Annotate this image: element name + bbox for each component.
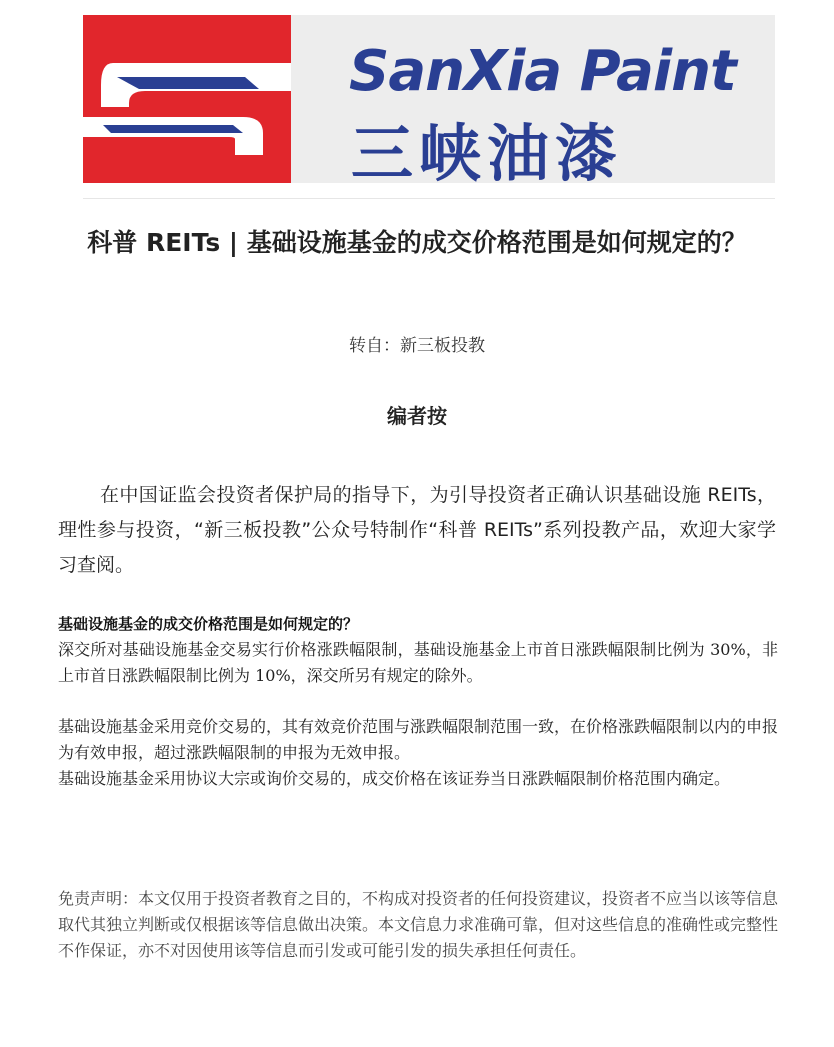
- intro-paragraph: 在中国证监会投资者保护局的指导下，为引导投资者正确认识基础设施 REITs，理性参与投资，“新三板投教”公众号特制作“科普 REITs”系列投教产品，欢迎大家学习查阅。: [58, 484, 776, 576]
- article-title: 科普 REITs | 基础设施基金的成交价格范围是如何规定的？: [87, 228, 747, 257]
- disclaimer-text: 免责声明：本文仅用于投资者教育之目的，不构成对投资者的任何投资建议，投资者不应当以该等信息取代其独立判断或仅根据该等信息做出决策。本文信息力求准确可靠，但对这些信息的准确性或完整性不作保证，亦不对因使用该等信息而引发或可能引发的损失承担任何责任。: [58, 889, 779, 960]
- article-source: 转自：新三板投教: [349, 336, 485, 356]
- body-paragraph: 基础设施基金采用竞价交易的，其有效竞价范围与涨跌幅限制范围一致，在价格涨跌幅限制以内的申报为有效申报，超过涨跌幅限制的申报为无效申报。: [58, 717, 779, 762]
- editor-note-heading: 编者按: [387, 404, 447, 428]
- brand-name-cn: 三峡油漆: [351, 117, 624, 183]
- header-divider: [83, 198, 775, 199]
- question-heading: 基础设施基金的成交价格范围是如何规定的？: [58, 615, 359, 633]
- logo-banner: [83, 15, 775, 183]
- brand-name-en: SanXia Paint: [349, 39, 736, 104]
- body-paragraph: 深交所对基础设施基金交易实行价格涨跌幅限制，基础设施基金上市首日涨跌幅限制比例为 30%，非上市首日涨跌幅限制比例为 10%，深交所另有规定的除外。: [58, 640, 778, 685]
- body-paragraph: 基础设施基金采用协议大宗或询价交易的，成交价格在该证券当日涨跌幅限制价格范围内确定。: [58, 769, 731, 788]
